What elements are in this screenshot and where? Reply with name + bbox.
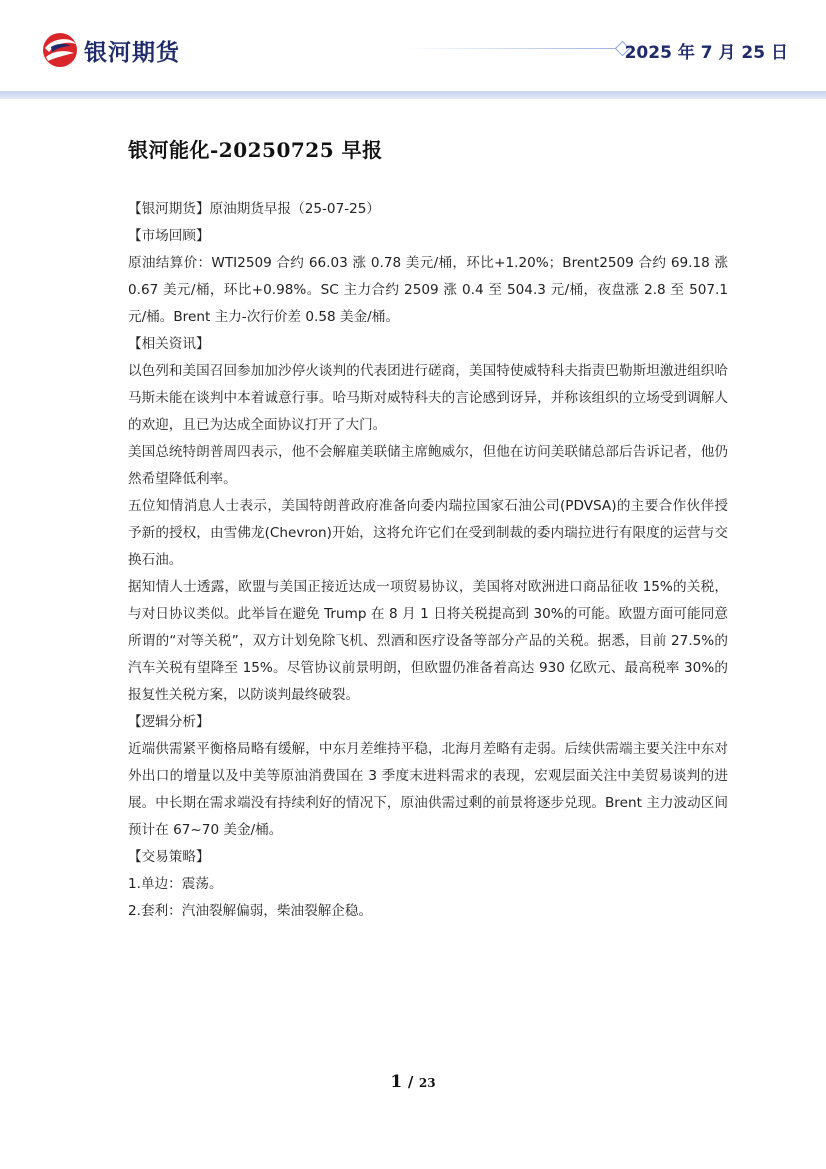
page-header: [0, 0, 826, 100]
galaxy-logo-icon: [40, 30, 80, 70]
page-number-current: 1: [390, 1072, 403, 1092]
news-item: 五位知情消息人士表示，美国特朗普政府准备向委内瑞拉国家石油公司(PDVSA)的主要合作伙伴授予新的授权，由雪佛龙(Chevron)开始，这将允许它们在受到制裁的委内瑞拉进行有限度的运营与交换石油。: [128, 498, 728, 568]
strategy-item: 2.套利：汽油裂解偏弱，柴油裂解企稳。: [128, 903, 373, 919]
report-body: [128, 196, 728, 925]
brand-logo: [40, 30, 180, 70]
section-heading-strategy: 【交易策略】: [128, 849, 210, 865]
news-item: 美国总统特朗普周四表示，他不会解雇美联储主席鲍威尔，但他在访问美联储总部后告诉记者，他仍然希望降低利率。: [128, 444, 728, 487]
page-footer: [0, 1072, 826, 1092]
market-review-text: 原油结算价：WTI2509 合约 66.03 涨 0.78 美元/桶，环比+1.20%；Brent2509 合约 69.18 涨 0.67 美元/桶，环比+0.98%。SC 主力合约 2509 涨 0.4 至 504.3 元/桶，夜盘涨 2.8 至 507.1 元/桶。Brent 主力-次行价差 0.58 美金/桶。: [128, 255, 728, 325]
news-item: 据知情人士透露，欧盟与美国正接近达成一项贸易协议，美国将对欧洲进口商品征收 15%的关税，与对日协议类似。此举旨在避免 Trump 在 8 月 1 日将关税提高到 30%的可能。欧盟方面可能同意所谓的“对等关税”，双方计划免除飞机、烈酒和医疗设备等部分产品的关税。据悉，目前 27.5%的汽车关税有望降至 15%。尽管协议前景明朗，但欧盟仍准备着高达 930 亿欧元、最高税率 30%的报复性关税方案，以防谈判最终破裂。: [128, 579, 728, 703]
report-date: 2025 年 7 月 25 日: [624, 43, 788, 63]
page-title: 银河能化-20250725 早报: [128, 138, 383, 162]
strategy-item: 1.单边：震荡。: [128, 876, 223, 892]
header-rule: [405, 48, 615, 49]
page-number-total: 23: [418, 1076, 436, 1090]
section-heading-news: 【相关资讯】: [128, 336, 210, 352]
section-heading-logic: 【逻辑分析】: [128, 714, 210, 730]
header-band: [0, 91, 826, 99]
brand-name: 银河期货: [84, 39, 180, 66]
report-source: 【银河期货】原油期货早报（25-07-25）: [128, 201, 381, 217]
section-heading-market-review: 【市场回顾】: [128, 228, 210, 244]
page-number-separator: /: [407, 1073, 414, 1091]
news-item: 以色列和美国召回参加加沙停火谈判的代表团进行磋商，美国特使威特科夫指责巴勒斯坦激进组织哈马斯未能在谈判中本着诚意行事。哈马斯对威特科夫的言论感到讶异，并称该组织的立场受到调解人的欢迎，且已为达成全面协议打开了大门。: [128, 363, 728, 433]
logic-analysis-text: 近端供需紧平衡格局略有缓解，中东月差维持平稳，北海月差略有走弱。后续供需端主要关注中东对外出口的增量以及中美等原油消费国在 3 季度末进料需求的表现，宏观层面关注中美贸易谈判的进展。中长期在需求端没有持续利好的情况下，原油供需过剩的前景将逐步兑现。Brent 主力波动区间预计在 67~70 美金/桶。: [128, 741, 728, 838]
